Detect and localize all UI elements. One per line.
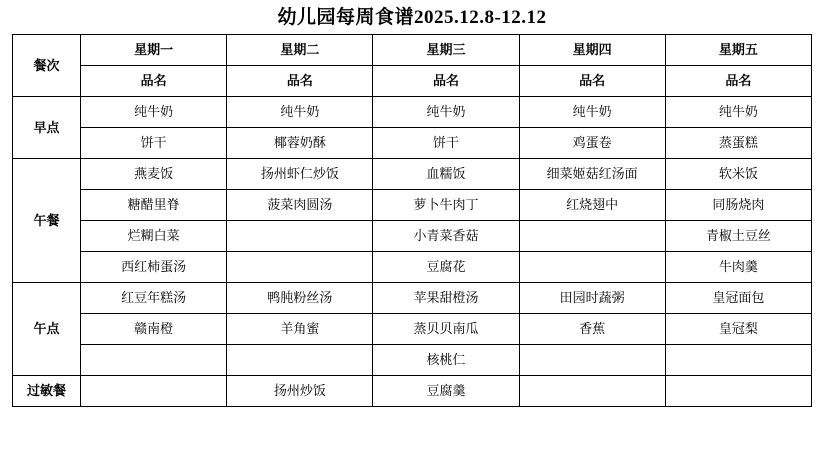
menu-cell: 豆腐花 xyxy=(373,252,519,283)
menu-cell xyxy=(519,345,665,376)
corner-label: 餐次 xyxy=(13,35,81,97)
menu-cell: 扬州虾仁炒饭 xyxy=(227,159,373,190)
menu-cell: 椰蓉奶酥 xyxy=(227,128,373,159)
table-row xyxy=(13,159,812,190)
menu-cell xyxy=(227,252,373,283)
menu-cell: 皇冠面包 xyxy=(665,283,811,314)
menu-cell: 萝卜牛肉丁 xyxy=(373,190,519,221)
menu-cell: 纯牛奶 xyxy=(519,97,665,128)
table-row xyxy=(13,283,812,314)
menu-cell xyxy=(519,376,665,407)
menu-cell: 血糯饭 xyxy=(373,159,519,190)
menu-cell xyxy=(519,252,665,283)
menu-cell: 烂糊白菜 xyxy=(81,221,227,252)
menu-cell xyxy=(665,345,811,376)
menu-cell xyxy=(665,376,811,407)
menu-cell: 饼干 xyxy=(373,128,519,159)
menu-cell: 核桃仁 xyxy=(373,345,519,376)
weekly-menu-table xyxy=(12,34,812,407)
menu-cell: 饼干 xyxy=(81,128,227,159)
table-row xyxy=(13,128,812,159)
menu-cell xyxy=(81,376,227,407)
menu-cell: 牛肉羹 xyxy=(665,252,811,283)
table-row xyxy=(13,314,812,345)
menu-cell: 纯牛奶 xyxy=(373,97,519,128)
menu-cell: 蒸贝贝南瓜 xyxy=(373,314,519,345)
menu-cell: 鸡蛋卷 xyxy=(519,128,665,159)
menu-cell: 菠菜肉圆汤 xyxy=(227,190,373,221)
menu-cell xyxy=(227,345,373,376)
subheader-friday: 品名 xyxy=(665,66,811,97)
menu-cell xyxy=(227,221,373,252)
menu-cell xyxy=(81,345,227,376)
menu-cell: 羊角蜜 xyxy=(227,314,373,345)
menu-cell: 红烧翅中 xyxy=(519,190,665,221)
menu-cell: 赣南橙 xyxy=(81,314,227,345)
subheader-thursday: 品名 xyxy=(519,66,665,97)
table-header-row xyxy=(13,35,812,66)
menu-cell: 纯牛奶 xyxy=(227,97,373,128)
menu-cell: 苹果甜橙汤 xyxy=(373,283,519,314)
table-subheader-row xyxy=(13,66,812,97)
menu-cell: 燕麦饭 xyxy=(81,159,227,190)
row-label-afternoon-snack: 午点 xyxy=(13,283,81,376)
menu-cell: 小青菜香菇 xyxy=(373,221,519,252)
page-title: 幼儿园每周食谱2025.12.8-12.12 xyxy=(277,7,547,28)
menu-cell: 红豆年糕汤 xyxy=(81,283,227,314)
row-label-allergy-meal: 过敏餐 xyxy=(13,376,81,407)
menu-cell: 田园时蔬粥 xyxy=(519,283,665,314)
table-row xyxy=(13,190,812,221)
menu-cell: 青椒土豆丝 xyxy=(665,221,811,252)
menu-cell: 纯牛奶 xyxy=(665,97,811,128)
column-header-thursday: 星期四 xyxy=(519,35,665,66)
menu-cell: 鸭肫粉丝汤 xyxy=(227,283,373,314)
menu-cell: 纯牛奶 xyxy=(81,97,227,128)
menu-cell: 皇冠梨 xyxy=(665,314,811,345)
row-label-breakfast-snack: 早点 xyxy=(13,97,81,159)
row-label-lunch: 午餐 xyxy=(13,159,81,283)
subheader-tuesday: 品名 xyxy=(227,66,373,97)
menu-cell: 同肠烧肉 xyxy=(665,190,811,221)
menu-cell: 西红柿蛋汤 xyxy=(81,252,227,283)
menu-cell: 扬州炒饭 xyxy=(227,376,373,407)
table-row xyxy=(13,345,812,376)
table-row xyxy=(13,252,812,283)
menu-cell: 软米饭 xyxy=(665,159,811,190)
subheader-monday: 品名 xyxy=(81,66,227,97)
table-row xyxy=(13,376,812,407)
menu-cell: 蒸蛋糕 xyxy=(665,128,811,159)
table-row xyxy=(13,97,812,128)
column-header-tuesday: 星期二 xyxy=(227,35,373,66)
menu-cell: 细菜姬菇红汤面 xyxy=(519,159,665,190)
subheader-wednesday: 品名 xyxy=(373,66,519,97)
table-row xyxy=(13,221,812,252)
menu-cell: 糖醋里脊 xyxy=(81,190,227,221)
menu-cell: 香蕉 xyxy=(519,314,665,345)
menu-cell: 豆腐羹 xyxy=(373,376,519,407)
column-header-wednesday: 星期三 xyxy=(373,35,519,66)
column-header-monday: 星期一 xyxy=(81,35,227,66)
column-header-friday: 星期五 xyxy=(665,35,811,66)
menu-cell xyxy=(519,221,665,252)
